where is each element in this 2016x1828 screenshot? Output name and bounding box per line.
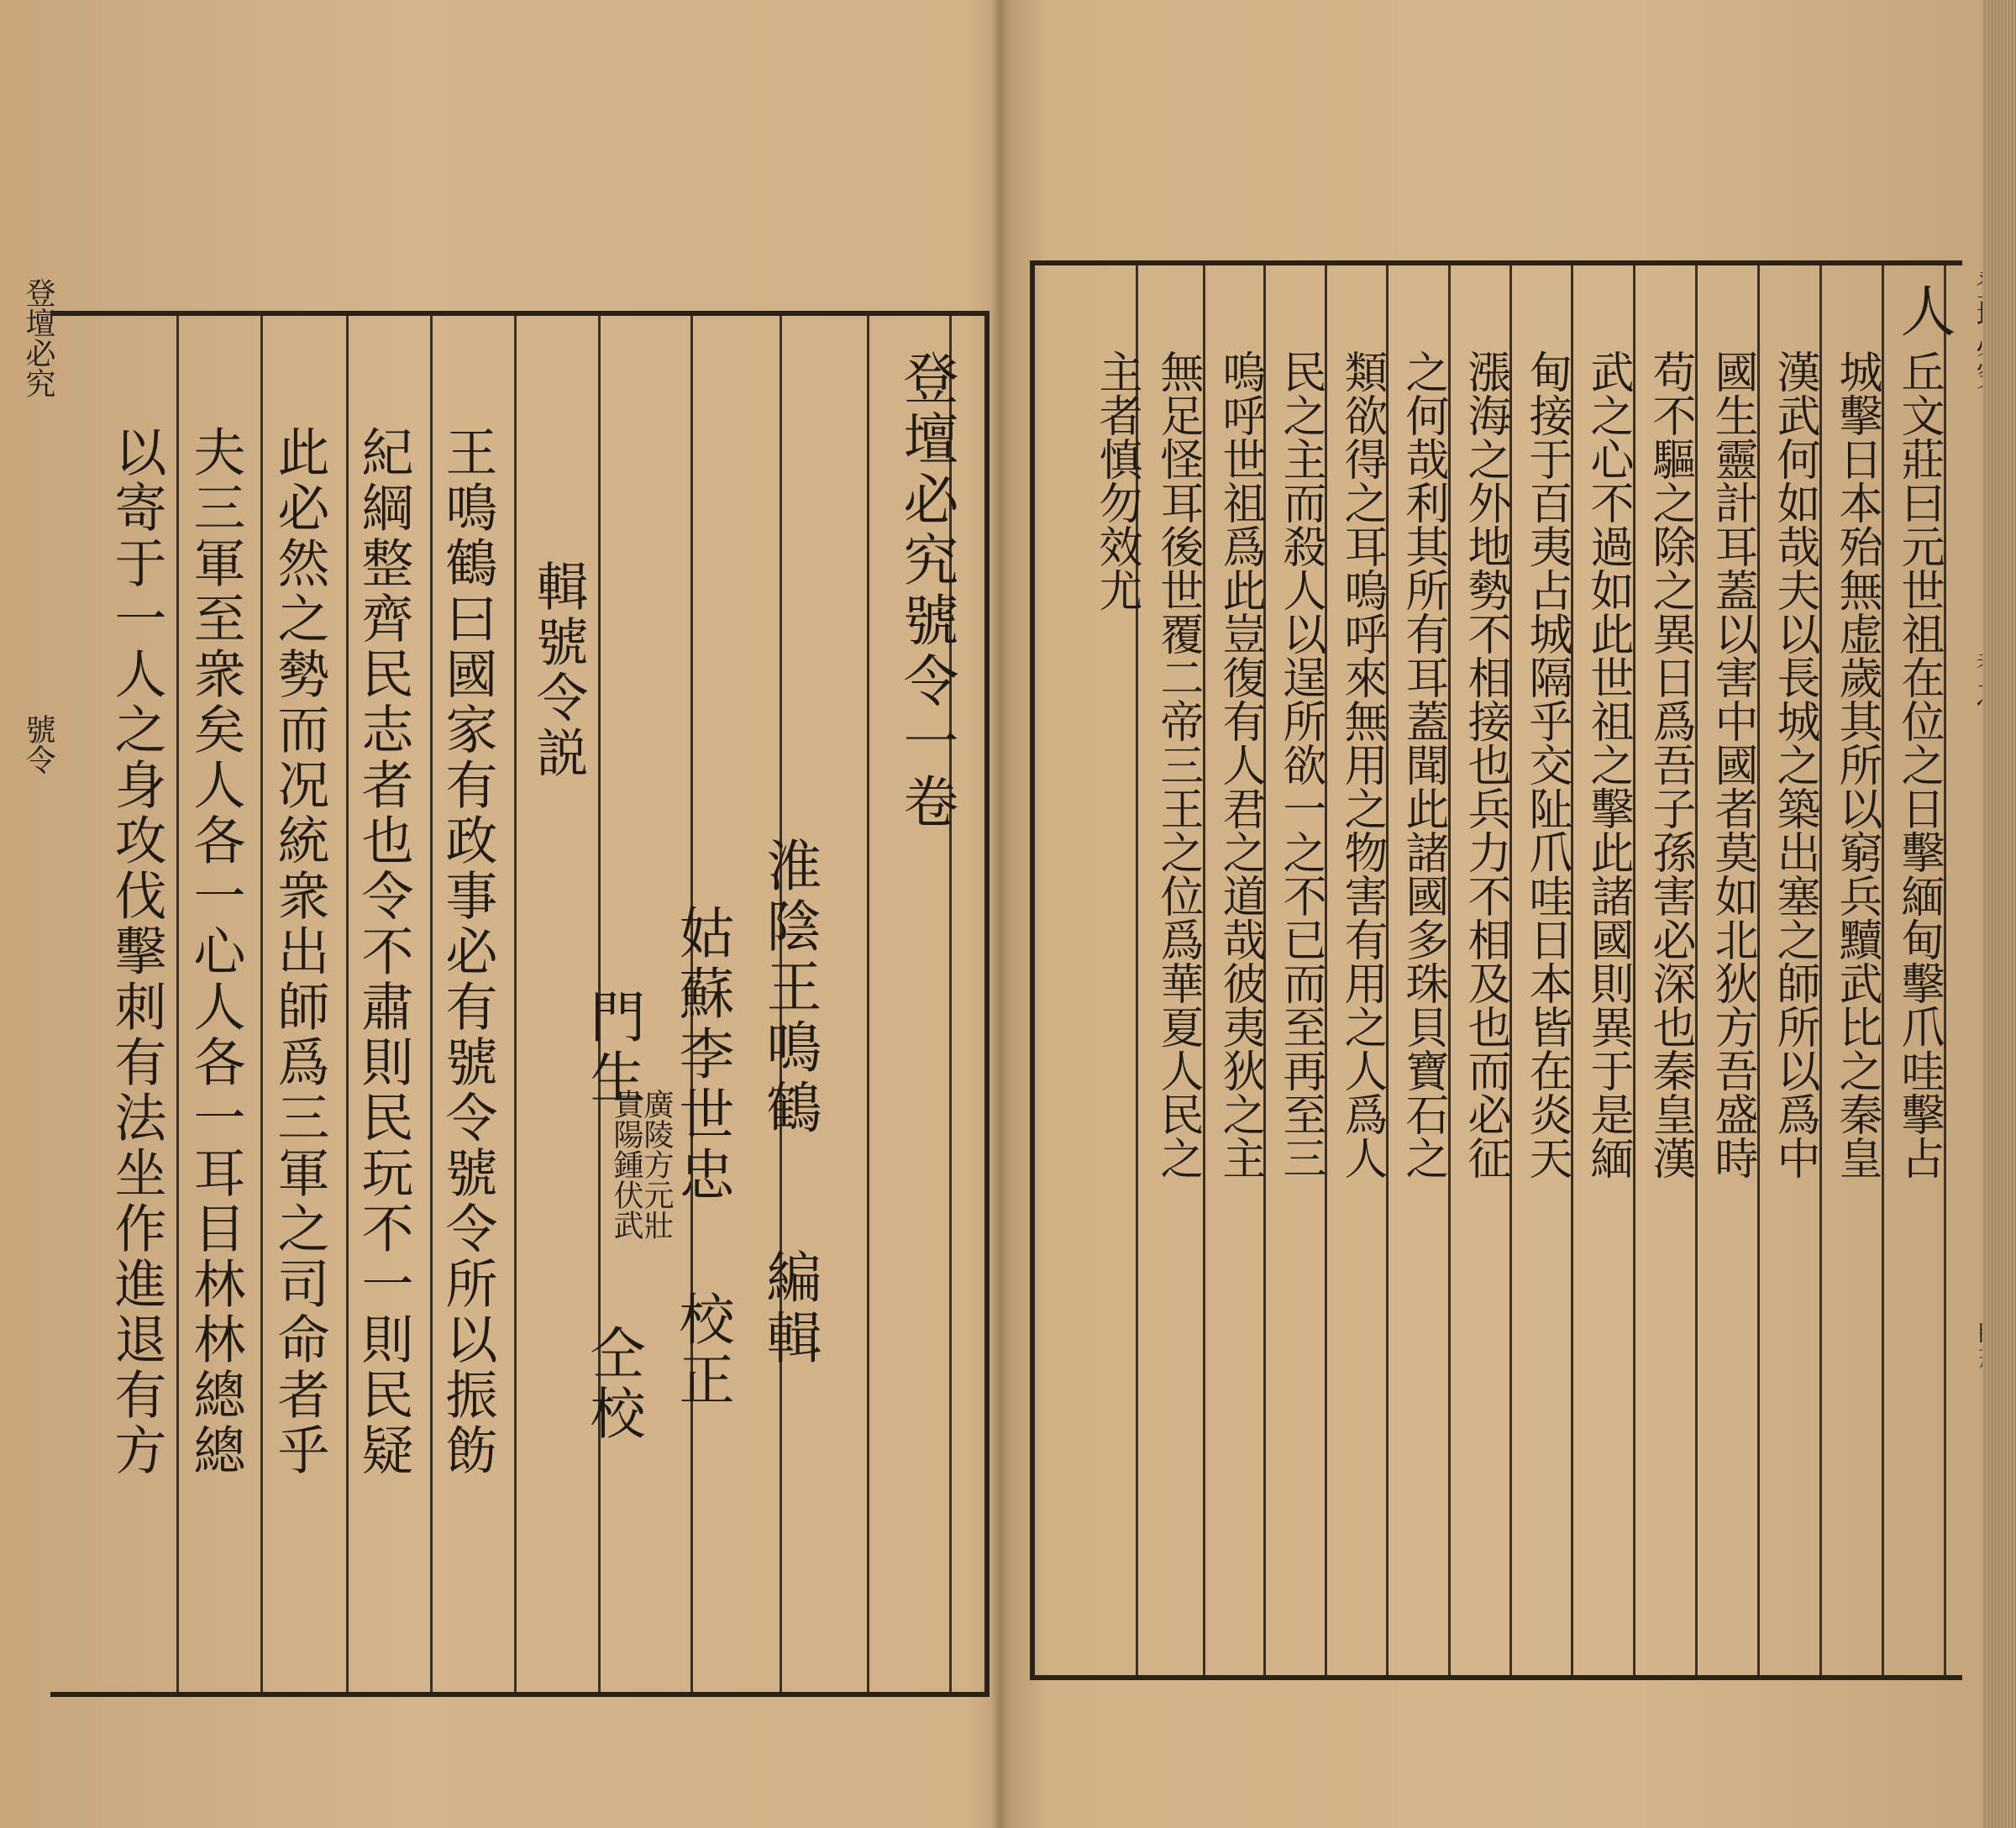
left-body-column-2: 紀綱整齊民志者也令不肅則民玩不一則民疑	[353, 425, 414, 1479]
right-body-column-7: 甸接于百夷占城隔乎交阯爪哇日本皆在炎天	[1521, 349, 1572, 1179]
right-body-column-12: 嗚呼世祖爲此豈復有人君之道哉彼夷狄之主	[1215, 349, 1265, 1179]
editor-role: 編輯	[757, 1248, 822, 1369]
right-body-column-9: 之何哉利其所有耳蓋聞此諸國多珠貝寶石之	[1398, 349, 1448, 1179]
right-page-frame	[1030, 260, 1962, 1680]
students-role: 仝校	[580, 1324, 645, 1445]
proofreader-name: 姑蘇李世忠	[669, 904, 734, 1206]
right-body-column-14: 主者慎勿效尤	[1091, 349, 1142, 612]
left-margin-strip	[15, 277, 55, 1672]
right-body-column-1: 丘文莊曰元世祖在位之日擊緬甸擊爪哇擊占	[1893, 349, 1944, 1179]
right-page	[1000, 0, 2016, 1828]
right-body-column-13: 無足怪耳後世覆二帝三王之位爲華夏人民之	[1152, 349, 1203, 1179]
left-body-column-3: 此必然之勢而况統衆出師爲三軍之司命者乎	[269, 425, 330, 1479]
right-body-column-5: 苟不驅之除之異日爲吾子孫害必深也秦皇漢	[1645, 349, 1695, 1179]
left-body-column-5: 以寄于一人之身攻伐擊刺有法坐作進退有方	[106, 425, 167, 1479]
student-2: 貴陽鍾伏武	[609, 1089, 643, 1240]
left-body-column-1: 王鳴鶴曰國家有政事必有號令號令所以振飭	[437, 425, 498, 1479]
right-body-column-6: 武之心不過如此世祖之擊此諸國則異于是緬	[1583, 349, 1633, 1179]
right-body-column-11: 民之主而殺人以逞所欲一之不已而至再至三	[1275, 349, 1326, 1179]
right-body-column-8: 漲海之外地勢不相接也兵力不相及也而必征	[1460, 349, 1510, 1179]
editor-name: 淮陰王鳴鶴	[757, 837, 822, 1139]
left-body-column-4: 夫三軍至衆矣人各一心人各一耳目林林總總	[185, 425, 246, 1479]
preface-heading: 輯號令説	[528, 559, 589, 781]
left-page-frame	[50, 311, 990, 1697]
student-1: 廣陵方元壯	[639, 1089, 674, 1240]
left-margin-title: 登壇必究	[21, 277, 55, 398]
right-body-column-10: 類欲得之耳嗚呼來無用之物害有用之人爲人	[1336, 349, 1387, 1179]
right-body-column-3: 漢武何如哉夫以長城之築出塞之師所以爲中	[1769, 349, 1819, 1179]
proofreader-role: 校正	[669, 1290, 734, 1411]
right-top-char: 人	[1891, 282, 1956, 343]
student-label: 門生	[580, 988, 645, 1109]
volume-title: 登壇必究號令一卷	[894, 349, 958, 833]
left-page	[0, 0, 1000, 1828]
right-body-column-2: 城擊日本殆無虚歲其所以窮兵黷武比之秦皇	[1831, 349, 1882, 1179]
page-edge-stack	[1982, 0, 2016, 1828]
right-body-column-4: 國生靈計耳蓋以害中國者莫如北狄方吾盛時	[1707, 349, 1757, 1179]
left-margin-section: 號令	[21, 714, 55, 775]
